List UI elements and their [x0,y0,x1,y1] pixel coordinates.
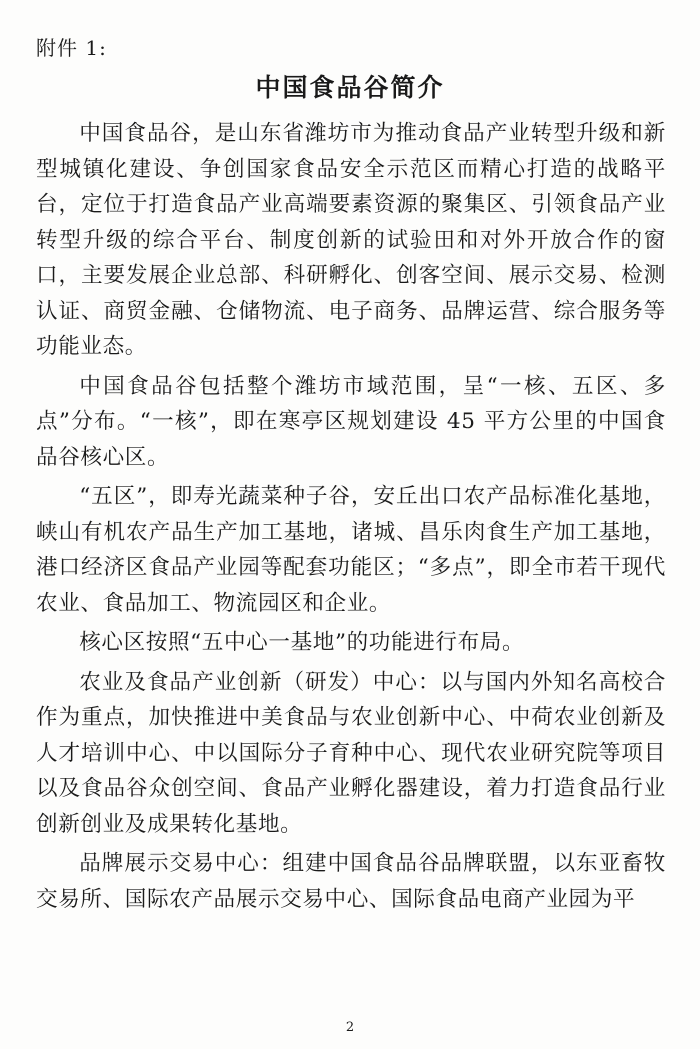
document-title: 中国食品谷简介 [255,73,445,102]
paragraph-brand-center: 品牌展示交易中心：组建中国食品谷品牌联盟，以东亚畜牧交易所、国际农产品展示交易中心、国际食品电商产业园为平 [36,851,666,912]
paragraph-layout: 中国食品谷包括整个潍坊市域范围，呈“一核、五区、多点”分布。“一核”，即在寒亭区规划建设 45 平方公里的中国食品谷核心区。 [36,373,666,470]
document-body [36,116,666,917]
paragraph-innovation-center: 农业及食品产业创新（研发）中心：以与国内外知名高校合作为重点，加快推进中美食品与农业创新中心、中荷农业创新及人才培训中心、中以国际分子育种中心、现代农业研究院等项目以及食品谷众创空间、食品产业孵化器建设，着力打造食品行业创新创业及成果转化基地。 [36,669,666,837]
attachment-label: 附件 1: [36,36,107,60]
paragraph-core-area: 核心区按照“五中心一基地”的功能进行布局。 [79,630,525,655]
paragraph-five-zones: “五区”，即寿光蔬菜种子谷，安丘出口农产品标准化基地，峡山有机农产品生产加工基地，诸城、昌乐肉食生产加工基地，港口经济区食品产业园等配套功能区；“多点”，即全市若干现代农业、食品加工、物流园区和企业。 [36,484,666,616]
page-number: 2 [345,1020,355,1035]
paragraph-intro: 中国食品谷，是山东省潍坊市为推动食品产业转型升级和新型城镇化建设、争创国家食品安全示范区而精心打造的战略平台，定位于打造食品产业高端要素资源的聚集区、引领食品产业转型升级的综合平台、制度创新的试验田和对外开放合作的窗口，主要发展企业总部、科研孵化、创客空间、展示交易、检测认证、商贸金融、仓储物流、电子商务、品牌运营、综合服务等功能业态。 [36,121,666,359]
